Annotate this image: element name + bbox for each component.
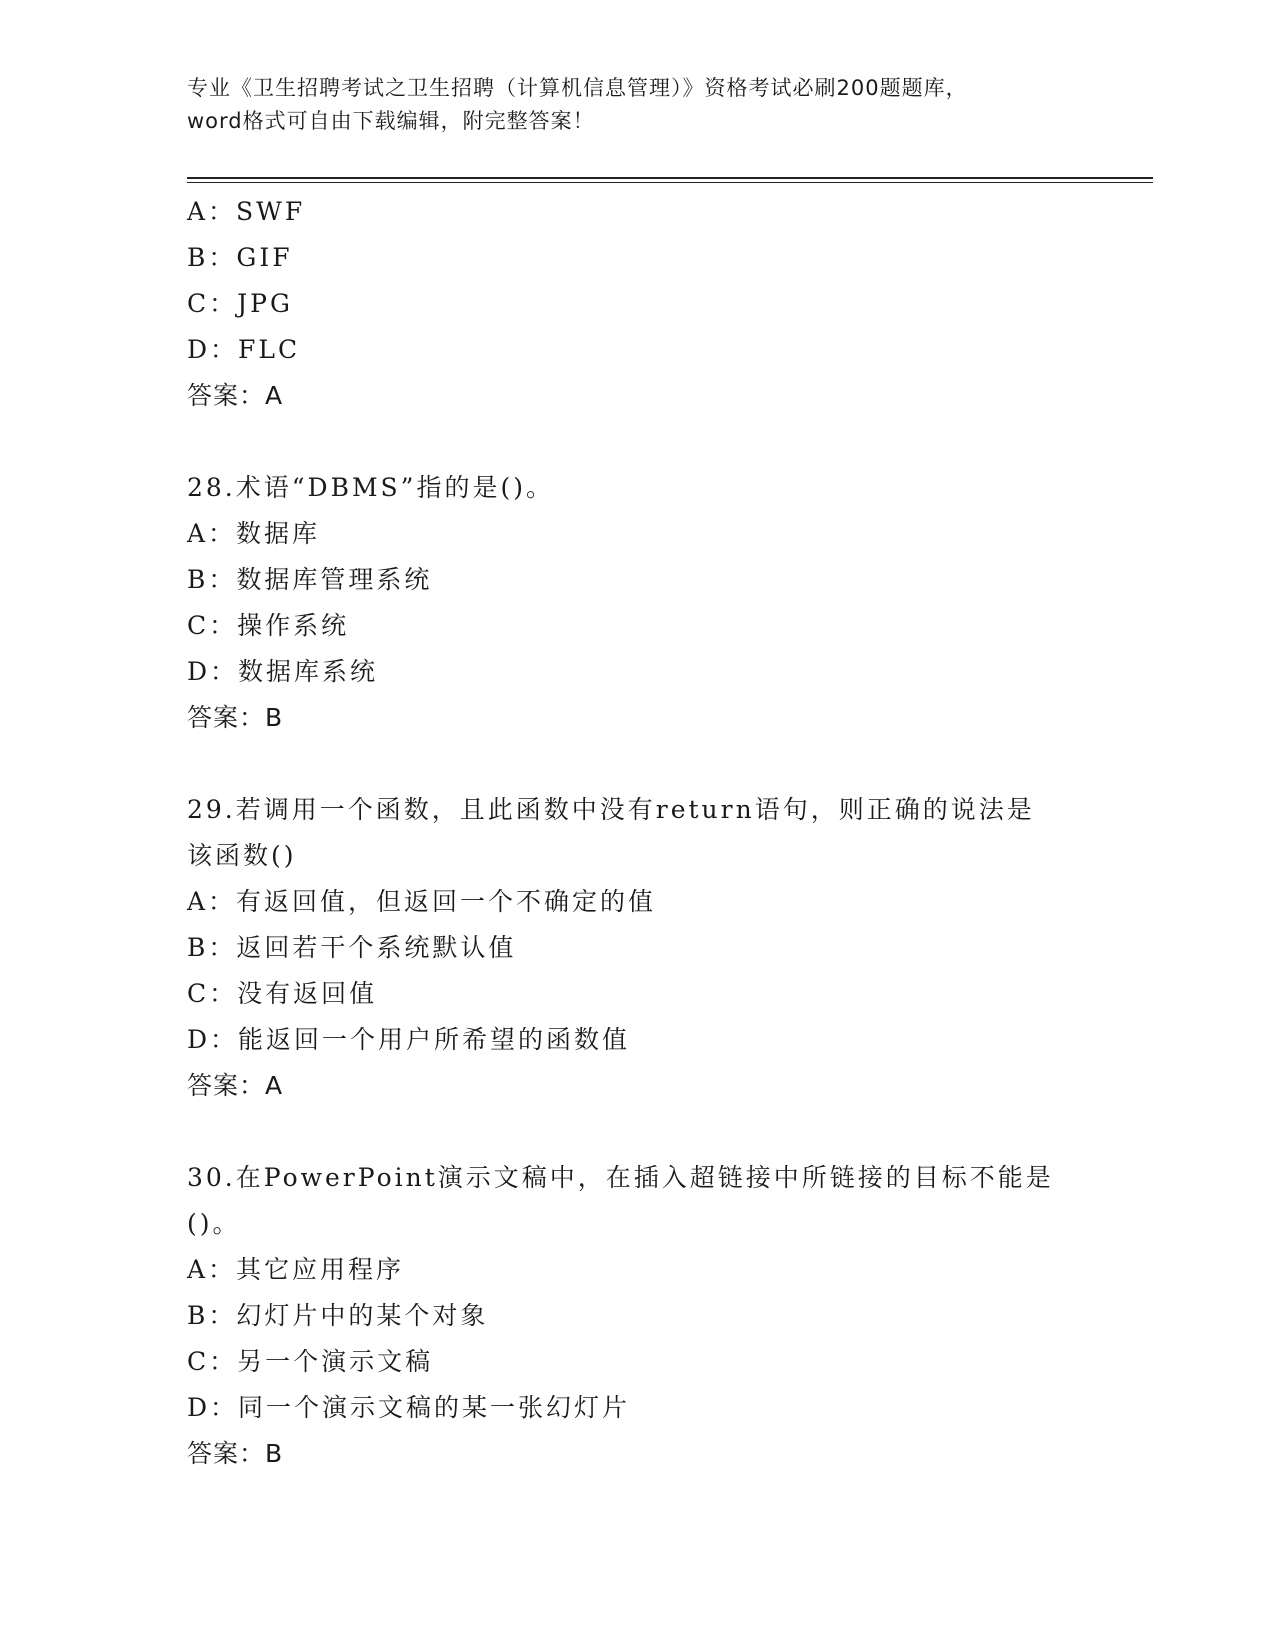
answer-line: 答案：B <box>187 1439 284 1468</box>
header-divider-thin <box>187 182 1153 183</box>
question-gap <box>187 1109 1087 1155</box>
question-gap <box>187 419 1087 465</box>
option-c: C：JPG <box>187 289 293 318</box>
document-header <box>187 72 1087 138</box>
option-a: A：有返回值，但返回一个不确定的值 <box>187 887 657 916</box>
option-c: C：另一个演示文稿 <box>187 1347 434 1376</box>
answer-line: 答案：A <box>187 1071 284 1100</box>
question-text: 29.若调用一个函数，且此函数中没有return语句，则正确的说法是 <box>187 795 1035 824</box>
question-gap <box>187 741 1087 787</box>
question-text: 28.术语“DBMS”指的是()。 <box>187 473 554 502</box>
option-a: A：数据库 <box>187 519 321 548</box>
option-d: D：能返回一个用户所希望的函数值 <box>187 1025 631 1054</box>
option-a: A：其它应用程序 <box>187 1255 405 1284</box>
option-d: D：数据库系统 <box>187 657 379 686</box>
option-b: B：返回若干个系统默认值 <box>187 933 517 962</box>
question-text-continued: ()。 <box>187 1209 241 1238</box>
question-list <box>187 189 1087 1477</box>
question-text: 30.在PowerPoint演示文稿中，在插入超链接中所链接的目标不能是 <box>187 1163 1054 1192</box>
option-c: C：没有返回值 <box>187 979 378 1008</box>
option-b: B：幻灯片中的某个对象 <box>187 1301 489 1330</box>
question-29 <box>187 787 1087 1109</box>
option-d: D：FLC <box>187 335 301 364</box>
question-text-continued: 该函数() <box>187 841 297 870</box>
answer-line: 答案：A <box>187 381 284 410</box>
option-d: D：同一个演示文稿的某一张幻灯片 <box>187 1393 631 1422</box>
header-divider-thick <box>187 177 1153 179</box>
option-b: B：数据库管理系统 <box>187 565 433 594</box>
answer-line: 答案：B <box>187 703 284 732</box>
header-line-1: 专业《卫生招聘考试之卫生招聘（计算机信息管理）》资格考试必刷200题题库， <box>187 76 968 100</box>
question-30 <box>187 1155 1087 1477</box>
header-line-2: word格式可自由下载编辑，附完整答案！ <box>187 109 595 133</box>
option-b: B：GIF <box>187 243 293 272</box>
option-c: C：操作系统 <box>187 611 350 640</box>
question-27 <box>187 189 1087 419</box>
option-a: A：SWF <box>187 197 306 226</box>
question-28 <box>187 465 1087 741</box>
